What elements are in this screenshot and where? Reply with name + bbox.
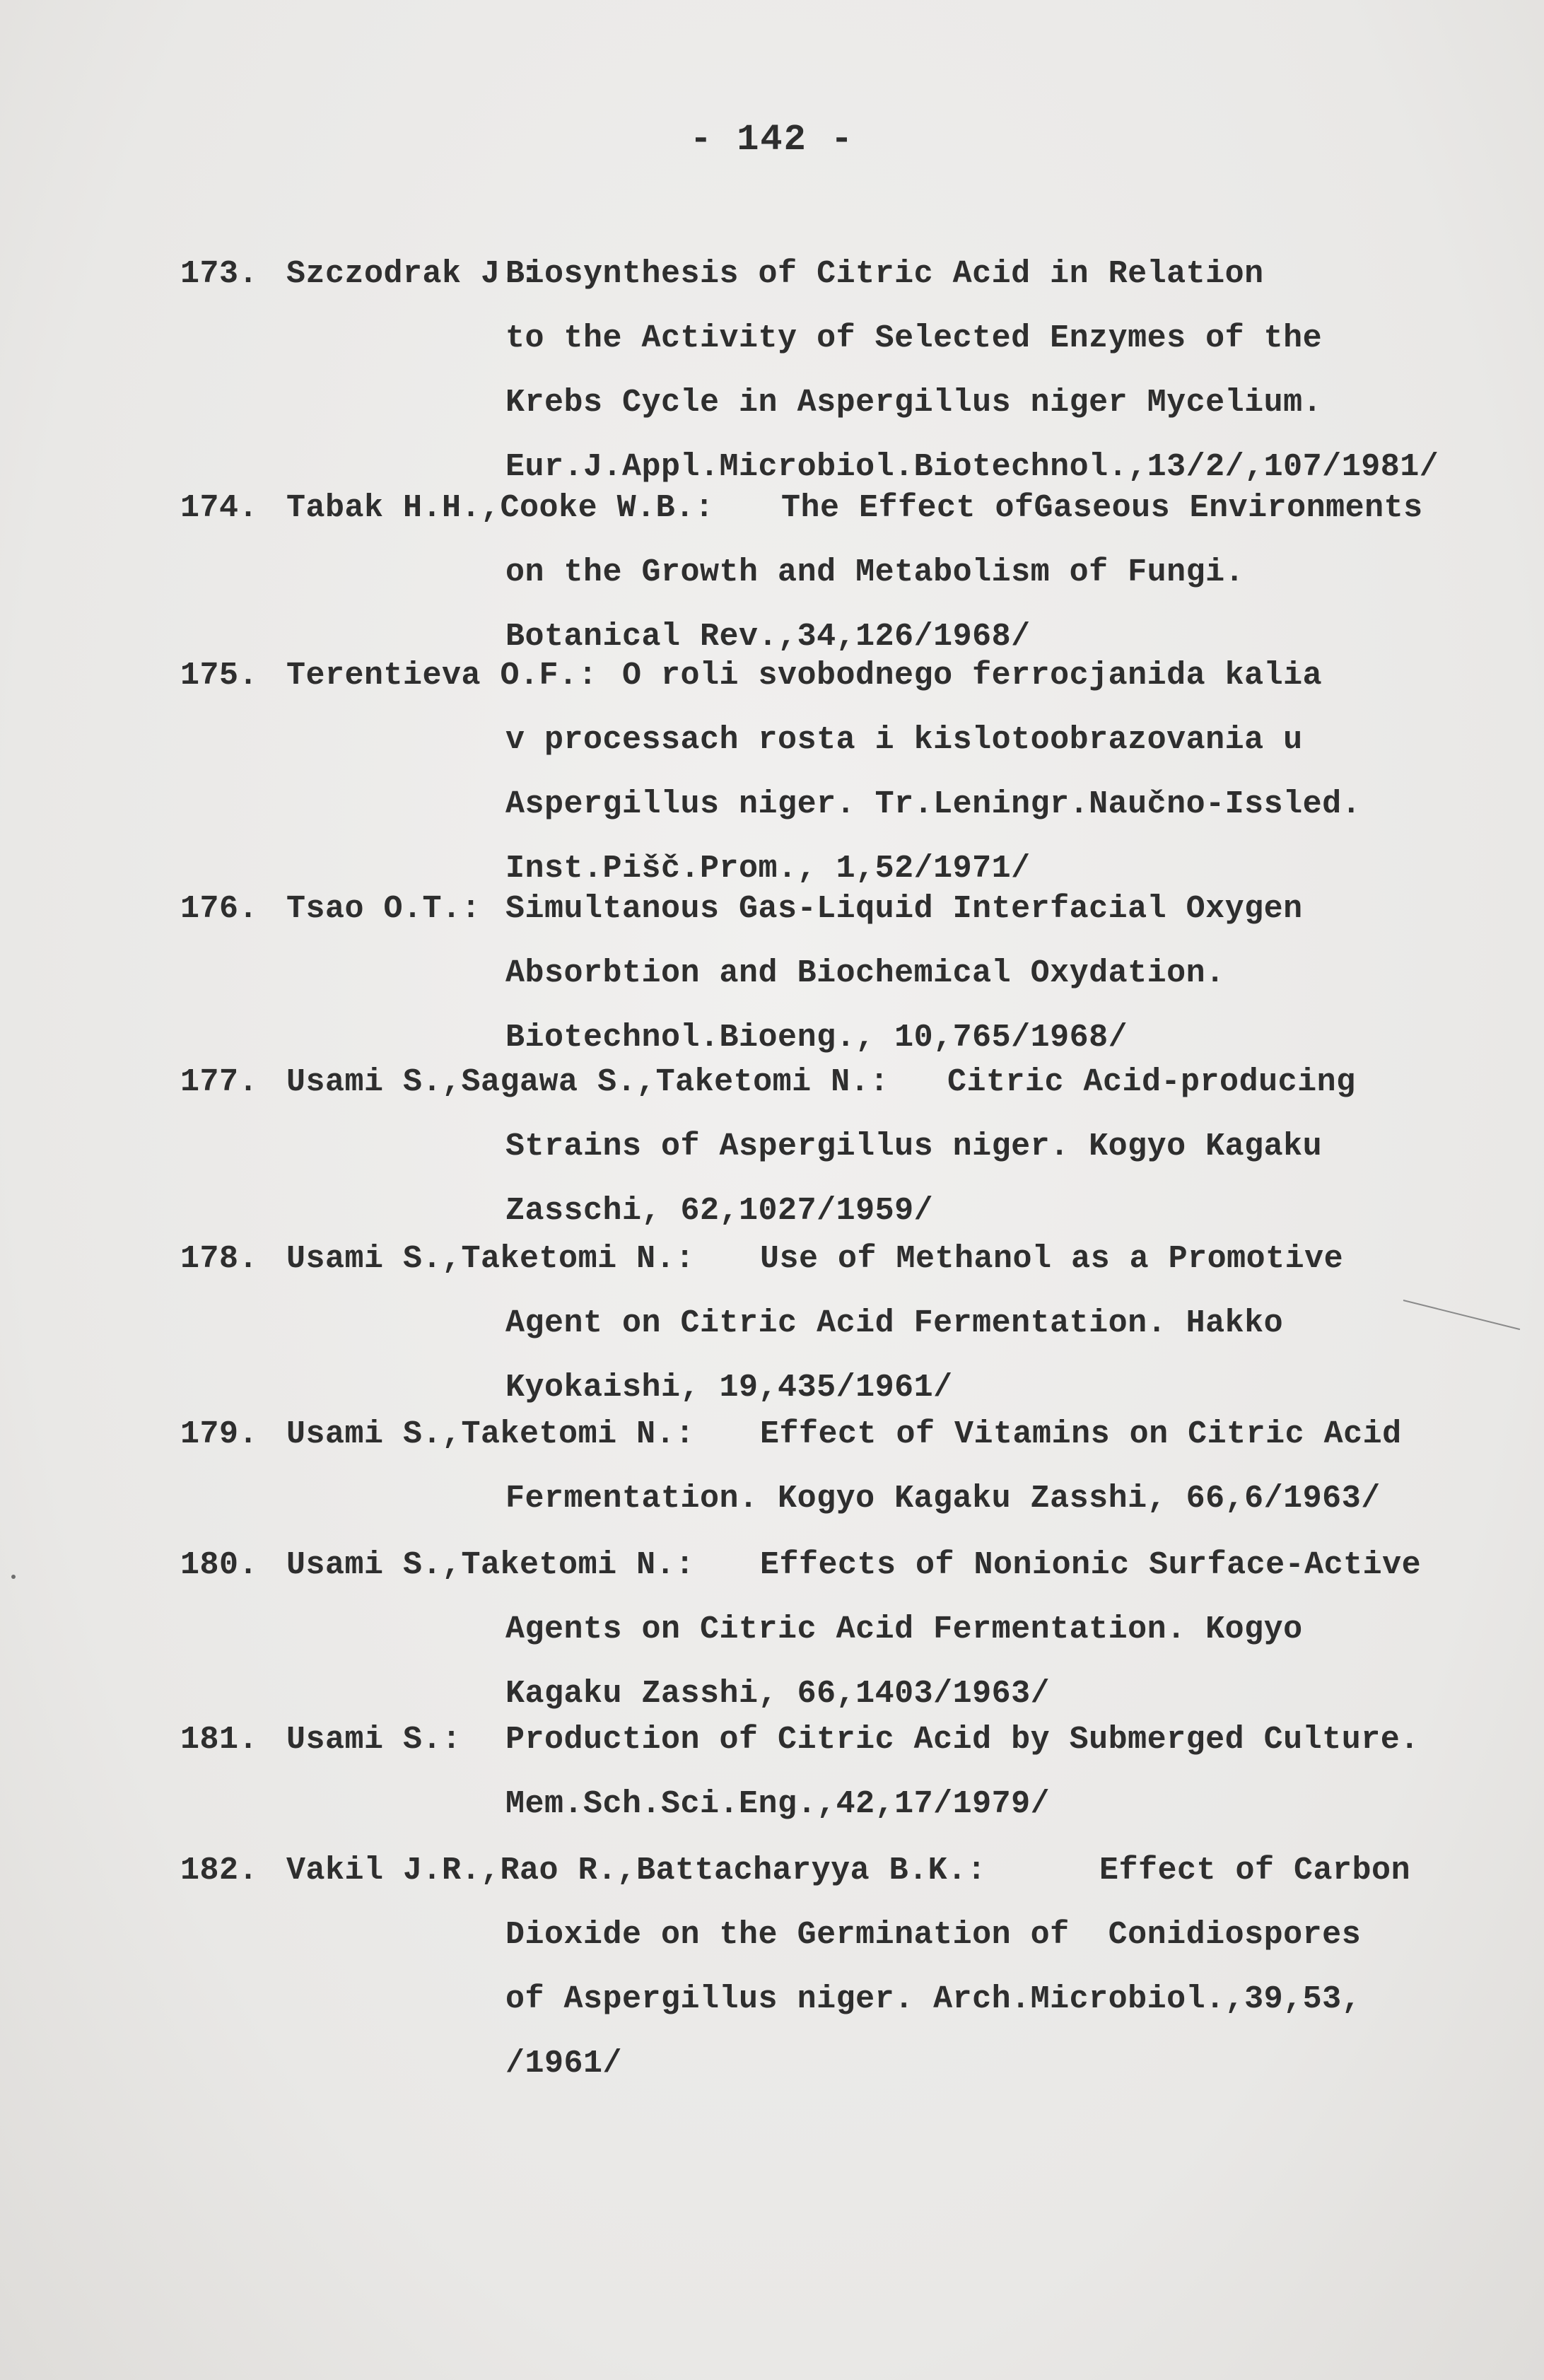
reference-line: Kyokaishi, 19,435/1961/ [505,1370,953,1406]
reference-entry [180,242,1523,499]
reference-authors: Tsao O.T.: [286,891,481,927]
reference-number: 173. [180,256,259,292]
reference-number: 175. [180,658,259,694]
reference-authors: Usami S.,Taketomi N.: [286,1416,695,1452]
reference-entry [180,877,1523,1070]
reference-line: Use of Methanol as a Promotive [760,1241,1344,1277]
reference-line: Production of Citric Acid by Submerged Culture. [505,1722,1420,1758]
reference-entry [180,1227,1523,1420]
reference-authors: Usami S.,Taketomi N.: [286,1241,695,1277]
reference-authors: Tabak H.H.,Cooke W.B.: [286,490,715,526]
reference-line: Biotechnol.Bioeng., 10,765/1968/ [505,1020,1128,1056]
reference-number: 178. [180,1241,259,1277]
reference-entry [180,643,1523,901]
margin-dot [11,1575,16,1579]
reference-authors: Szczodrak J.: [286,256,539,292]
reference-number: 176. [180,891,259,927]
reference-line: Krebs Cycle in Aspergillus niger Mycelium. [505,385,1323,421]
reference-authors: Usami S.,Sagawa S.,Taketomi N.: [286,1064,889,1100]
reference-entry [180,1050,1523,1243]
reference-line: O roli svobodnego ferrocjanida kalia [622,658,1323,694]
reference-line: Aspergillus niger. Tr.Leningr.Naučno-Issled. [505,786,1362,822]
reference-line: The Effect ofGaseous Environments [781,490,1423,526]
reference-line: Agent on Citric Acid Fermentation. Hakko [505,1305,1284,1341]
page-number: - 142 - [689,119,855,161]
reference-line: Agents on Citric Acid Fermentation. Kogyo [505,1611,1303,1647]
reference-line: Absorbtion and Biochemical Oxydation. [505,955,1225,991]
reference-line: Simultanous Gas-Liquid Interfacial Oxygen [505,891,1303,927]
reference-entry [180,1402,1523,1531]
reference-line: Effects of Nonionic Surface-Active [760,1547,1422,1583]
reference-line: of Aspergillus niger. Arch.Microbiol.,39,53, [505,1981,1362,2017]
reference-authors: Usami S.,Taketomi N.: [286,1547,695,1583]
reference-entry [180,476,1523,669]
reference-number: 179. [180,1416,259,1452]
reference-number: 182. [180,1853,259,1889]
reference-entry [180,1708,1523,1836]
reference-line: Strains of Aspergillus niger. Kogyo Kagaku [505,1128,1323,1165]
reference-authors: Terentieva O.F.: [286,658,598,694]
reference-line: Dioxide on the Germination of Conidiospores [505,1917,1362,1953]
reference-authors: Usami S.: [286,1722,462,1758]
reference-line: Effect of Vitamins on Citric Acid [760,1416,1402,1452]
reference-line: Effect of Carbon [1099,1853,1411,1889]
reference-entry [180,1838,1523,2096]
reference-line: /1961/ [505,2046,623,2082]
reference-line: Fermentation. Kogyo Kagaku Zasshi, 66,6/1963/ [505,1481,1381,1517]
reference-line: Botanical Rev.,34,126/1968/ [505,619,1031,655]
reference-line: on the Growth and Metabolism of Fungi. [505,554,1245,590]
reference-line: Citric Acid-producing [947,1064,1356,1100]
reference-number: 177. [180,1064,259,1100]
reference-line: Kagaku Zasshi, 66,1403/1963/ [505,1676,1051,1712]
reference-line: Mem.Sch.Sci.Eng.,42,17/1979/ [505,1786,1051,1822]
reference-number: 181. [180,1722,259,1758]
reference-line: to the Activity of Selected Enzymes of the [505,320,1323,356]
reference-entry [180,1533,1523,1726]
reference-line: Biosynthesis of Citric Acid in Relation [505,256,1264,292]
reference-line: Eur.J.Appl.Microbiol.Biotechnol.,13/2/,107/1981/ [505,449,1439,485]
reference-line: Inst.Pišč.Prom., 1,52/1971/ [505,851,1031,887]
reference-line: v processach rosta i kislotoobrazovania u [505,722,1303,758]
reference-number: 174. [180,490,259,526]
reference-authors: Vakil J.R.,Rao R.,Battacharyya B.K.: [286,1853,987,1889]
reference-line: Zasschi, 62,1027/1959/ [505,1193,934,1229]
reference-number: 180. [180,1547,259,1583]
